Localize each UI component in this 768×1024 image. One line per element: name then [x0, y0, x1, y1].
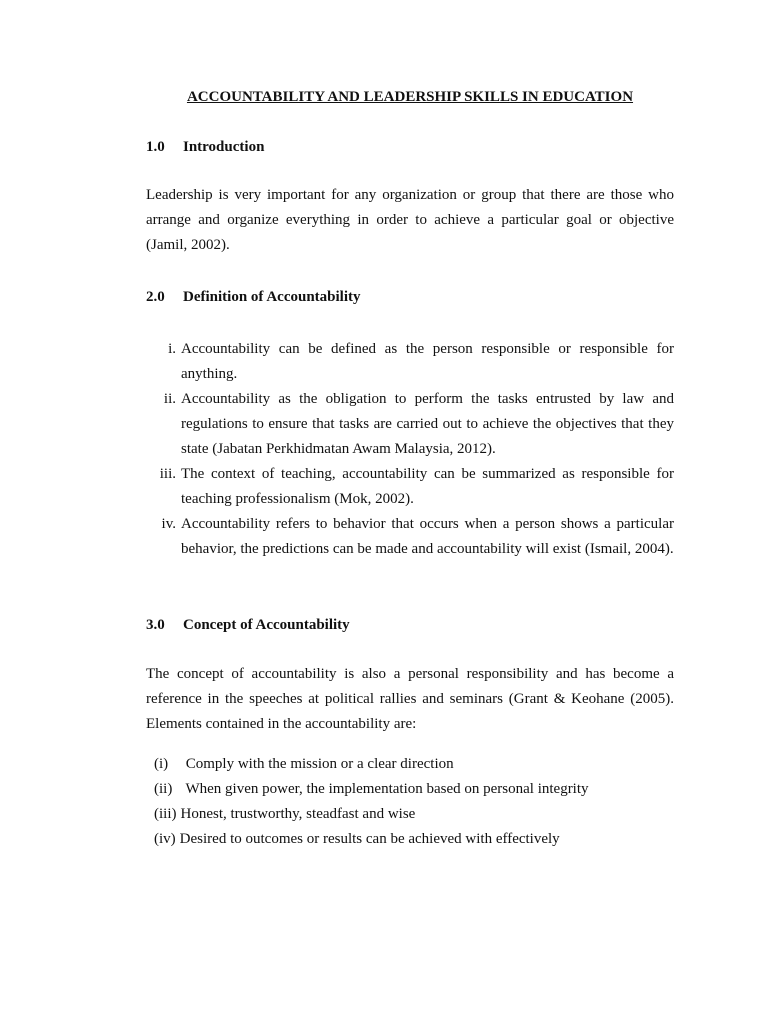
list-item	[146, 387, 674, 462]
section-title: Introduction	[183, 139, 265, 155]
list-item-text: Accountability refers to behavior that occurs when a person shows a particular behavior, the predictions can be made and accountability will exist (Ismail, 2004).	[181, 516, 674, 557]
list-item	[154, 802, 589, 827]
section-heading-introduction	[146, 137, 264, 157]
section-number: 3.0	[146, 617, 165, 633]
section-heading-definition	[146, 287, 361, 307]
section-heading-concept	[146, 615, 350, 635]
list-item-text: Desired to outcomes or results can be achieved with effectively	[179, 831, 560, 847]
list-marker: (iv)	[154, 831, 176, 847]
list-marker: iii.	[159, 466, 176, 482]
list-item	[154, 827, 589, 852]
list-marker: ii.	[163, 391, 176, 407]
list-marker: i.	[168, 341, 176, 357]
section-title: Definition of Accountability	[183, 289, 361, 305]
list-item-text: Honest, trustworthy, steadfast and wise	[180, 806, 416, 822]
definition-list	[146, 337, 674, 562]
section-number: 2.0	[146, 289, 165, 305]
document-title: ACCOUNTABILITY AND LEADERSHIP SKILLS IN EDUCATION	[186, 89, 634, 105]
section-title: Concept of Accountability	[183, 617, 350, 633]
elements-list	[154, 752, 589, 852]
list-item	[146, 462, 674, 512]
list-item-text: When given power, the implementation based on personal integrity	[185, 781, 589, 797]
section-number: 1.0	[146, 139, 165, 155]
concept-paragraph: The concept of accountability is also a personal responsibility and has become a reference in the speeches at political rallies and seminars (Grant & Keohane (2005). Elements contained in the accountability are:	[146, 666, 674, 732]
list-item	[146, 512, 674, 562]
list-item-text: Accountability can be defined as the person responsible or responsible for anything.	[181, 341, 674, 382]
introduction-paragraph: Leadership is very important for any organization or group that there are those who arrange and organize everything in order to achieve a particular goal or objective (Jamil, 2002).	[146, 187, 674, 253]
list-item-text: Accountability as the obligation to perform the tasks entrusted by law and regulations to ensure that tasks are carried out to achieve the objectives that they state (Jabatan Perkhidmatan Awam Malaysia, 2012).	[181, 391, 674, 457]
list-item-text: The context of teaching, accountability can be summarized as responsible for teaching professionalism (Mok, 2002).	[181, 466, 674, 507]
list-marker: iv.	[161, 516, 176, 532]
list-item	[146, 337, 674, 387]
list-item-text: Comply with the mission or a clear direction	[185, 756, 454, 772]
list-item	[154, 777, 589, 802]
list-marker: (iii)	[154, 806, 177, 822]
list-marker: (ii)	[154, 781, 173, 797]
list-marker: (i)	[154, 756, 169, 772]
list-item	[154, 752, 589, 777]
